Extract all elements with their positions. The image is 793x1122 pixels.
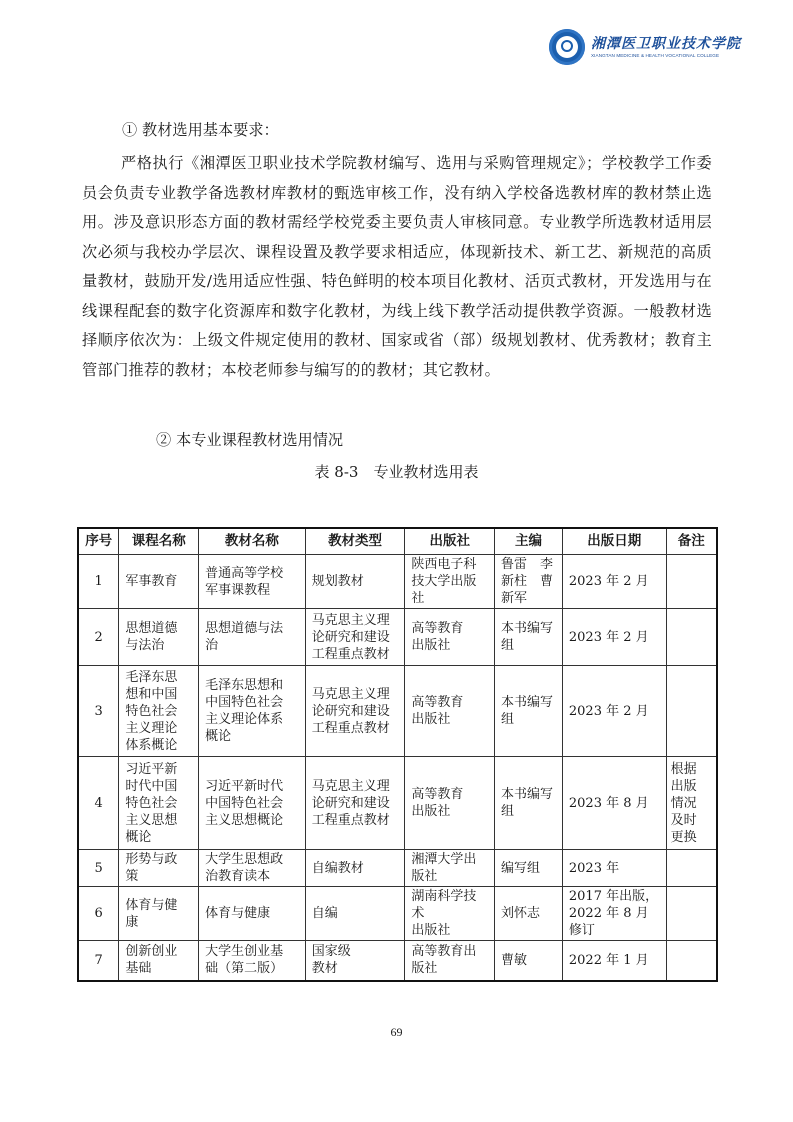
cell-course: 思想道德 与法治 — [119, 609, 199, 666]
cell-course: 体育与健 康 — [119, 887, 199, 941]
cell-publisher: 陕西电子科 技大学出版 社 — [405, 555, 495, 609]
cell-no: 5 — [78, 850, 119, 887]
cell-remark — [666, 941, 717, 981]
cell-course: 形势与政 策 — [119, 850, 199, 887]
cell-date: 2023 年 2 月 — [562, 609, 666, 666]
cell-course: 毛泽东思 想和中国 特色社会 主义理论 体系概论 — [119, 666, 199, 757]
cell-type: 规划教材 — [305, 555, 405, 609]
cell-textbook: 毛泽东思想和 中国特色社会 主义理论体系 概论 — [199, 666, 306, 757]
cell-textbook: 习近平新时代 中国特色社会 主义思想概论 — [199, 757, 306, 850]
cell-type: 国家级 教材 — [305, 941, 405, 981]
logo-text — [591, 36, 741, 59]
cell-no: 3 — [78, 666, 119, 757]
column-header-course: 课程名称 — [119, 528, 199, 555]
cell-editor: 鲁雷 李 新柱 曹 新军 — [495, 555, 563, 609]
column-header-textbook: 教材名称 — [199, 528, 306, 555]
cell-publisher: 高等教育 出版社 — [405, 666, 495, 757]
cell-remark — [666, 609, 717, 666]
cell-editor: 本书编写 组 — [495, 609, 563, 666]
cell-textbook: 体育与健康 — [199, 887, 306, 941]
cell-date: 2023 年 2 月 — [562, 555, 666, 609]
table-row — [78, 941, 717, 981]
cell-publisher: 高等教育 出版社 — [405, 757, 495, 850]
cell-type: 马克思主义理 论研究和建设 工程重点教材 — [305, 666, 405, 757]
page-number: 69 — [390, 1025, 403, 1039]
cell-textbook: 普通高等学校 军事课教程 — [199, 555, 306, 609]
cell-editor: 编写组 — [495, 850, 563, 887]
requirements-paragraph: 严格执行《湘潭医卫职业技术学院教材编写、选用与采购管理规定》；学校教学工作委员会负责专业教学备选教材库教材的甄选审核工作，没有纳入学校备选教材库的教材禁止选用。涉及意识形态方面的教材需经学校党委主要负责人审核同意。专业教学所选教材适用层次必须与我校办学层次、课程设置及教学要求相适应，体现新技术、新工艺、新规范的高质量教材，鼓励开发/选用适应性强、特色鲜明的校本项目化教材、活页式教材，开发选用与在线课程配套的数字化资源库和数字化教材，为线上线下教学活动提供教学资源。一般教材选择顺序依次为：上级文件规定使用的教材、国家或省（部）级规划教材、优秀教材；教育主管部门推荐的教材；本校老师参与编写的的教材；其它教材。 — [82, 154, 712, 379]
table-header-row — [78, 528, 717, 555]
column-header-date: 出版日期 — [562, 528, 666, 555]
cell-date: 2023 年 8 月 — [562, 757, 666, 850]
cell-remark: 根据 出版 情况 及时 更换 — [666, 757, 717, 850]
cell-type: 马克思主义理 论研究和建设 工程重点教材 — [305, 757, 405, 850]
table-row — [78, 850, 717, 887]
cell-no: 4 — [78, 757, 119, 850]
cell-type: 自编教材 — [305, 850, 405, 887]
cell-date: 2023 年 2 月 — [562, 666, 666, 757]
cell-textbook: 思想道德与法 治 — [199, 609, 306, 666]
cell-publisher: 湘潭大学出 版社 — [405, 850, 495, 887]
section-heading-requirements: ① 教材选用基本要求： — [122, 121, 279, 139]
cell-date: 2023 年 — [562, 850, 666, 887]
cell-editor: 曹敏 — [495, 941, 563, 981]
cell-editor: 刘怀志 — [495, 887, 563, 941]
cell-course: 军事教育 — [119, 555, 199, 609]
table-row — [78, 609, 717, 666]
cell-textbook: 大学生创业基 础（第二版） — [199, 941, 306, 981]
cell-remark — [666, 555, 717, 609]
logo-chinese-name: 湘潭医卫职业技术学院 — [591, 35, 741, 52]
cell-publisher: 高等教育 出版社 — [405, 609, 495, 666]
cell-type: 自编 — [305, 887, 405, 941]
logo-english-name: XIANGTAN MEDICINE & HEALTH VOCATIONAL COLLEGE — [591, 52, 720, 58]
cell-editor: 本书编写 组 — [495, 757, 563, 850]
cell-date: 2017 年出版， 2022 年 8 月 修订 — [562, 887, 666, 941]
cell-no: 7 — [78, 941, 119, 981]
table-row — [78, 666, 717, 757]
cell-date: 2022 年 1 月 — [562, 941, 666, 981]
cell-course: 习近平新 时代中国 特色社会 主义思想 概论 — [119, 757, 199, 850]
cell-editor: 本书编写 组 — [495, 666, 563, 757]
college-logo — [549, 27, 749, 67]
column-header-remark: 备注 — [666, 528, 717, 555]
cell-remark — [666, 887, 717, 941]
textbook-selection-table — [77, 527, 718, 982]
column-header-publisher: 出版社 — [405, 528, 495, 555]
cell-no: 2 — [78, 609, 119, 666]
table-row — [78, 757, 717, 850]
cell-type: 马克思主义理 论研究和建设 工程重点教材 — [305, 609, 405, 666]
cell-publisher: 湖南科学技 术 出版社 — [405, 887, 495, 941]
table-row — [78, 555, 717, 609]
cell-remark — [666, 666, 717, 757]
table-row — [78, 887, 717, 941]
cell-remark — [666, 850, 717, 887]
cell-no: 1 — [78, 555, 119, 609]
column-header-no: 序号 — [78, 528, 119, 555]
cell-publisher: 高等教育出 版社 — [405, 941, 495, 981]
college-emblem-icon — [549, 29, 585, 65]
column-header-editor: 主编 — [495, 528, 563, 555]
section-heading-selection: ② 本专业课程教材选用情况 — [156, 431, 344, 449]
cell-textbook: 大学生思想政 治教育读本 — [199, 850, 306, 887]
cell-no: 6 — [78, 887, 119, 941]
column-header-type: 教材类型 — [305, 528, 405, 555]
cell-course: 创新创业 基础 — [119, 941, 199, 981]
table-caption: 表 8-3 专业教材选用表 — [314, 463, 479, 481]
